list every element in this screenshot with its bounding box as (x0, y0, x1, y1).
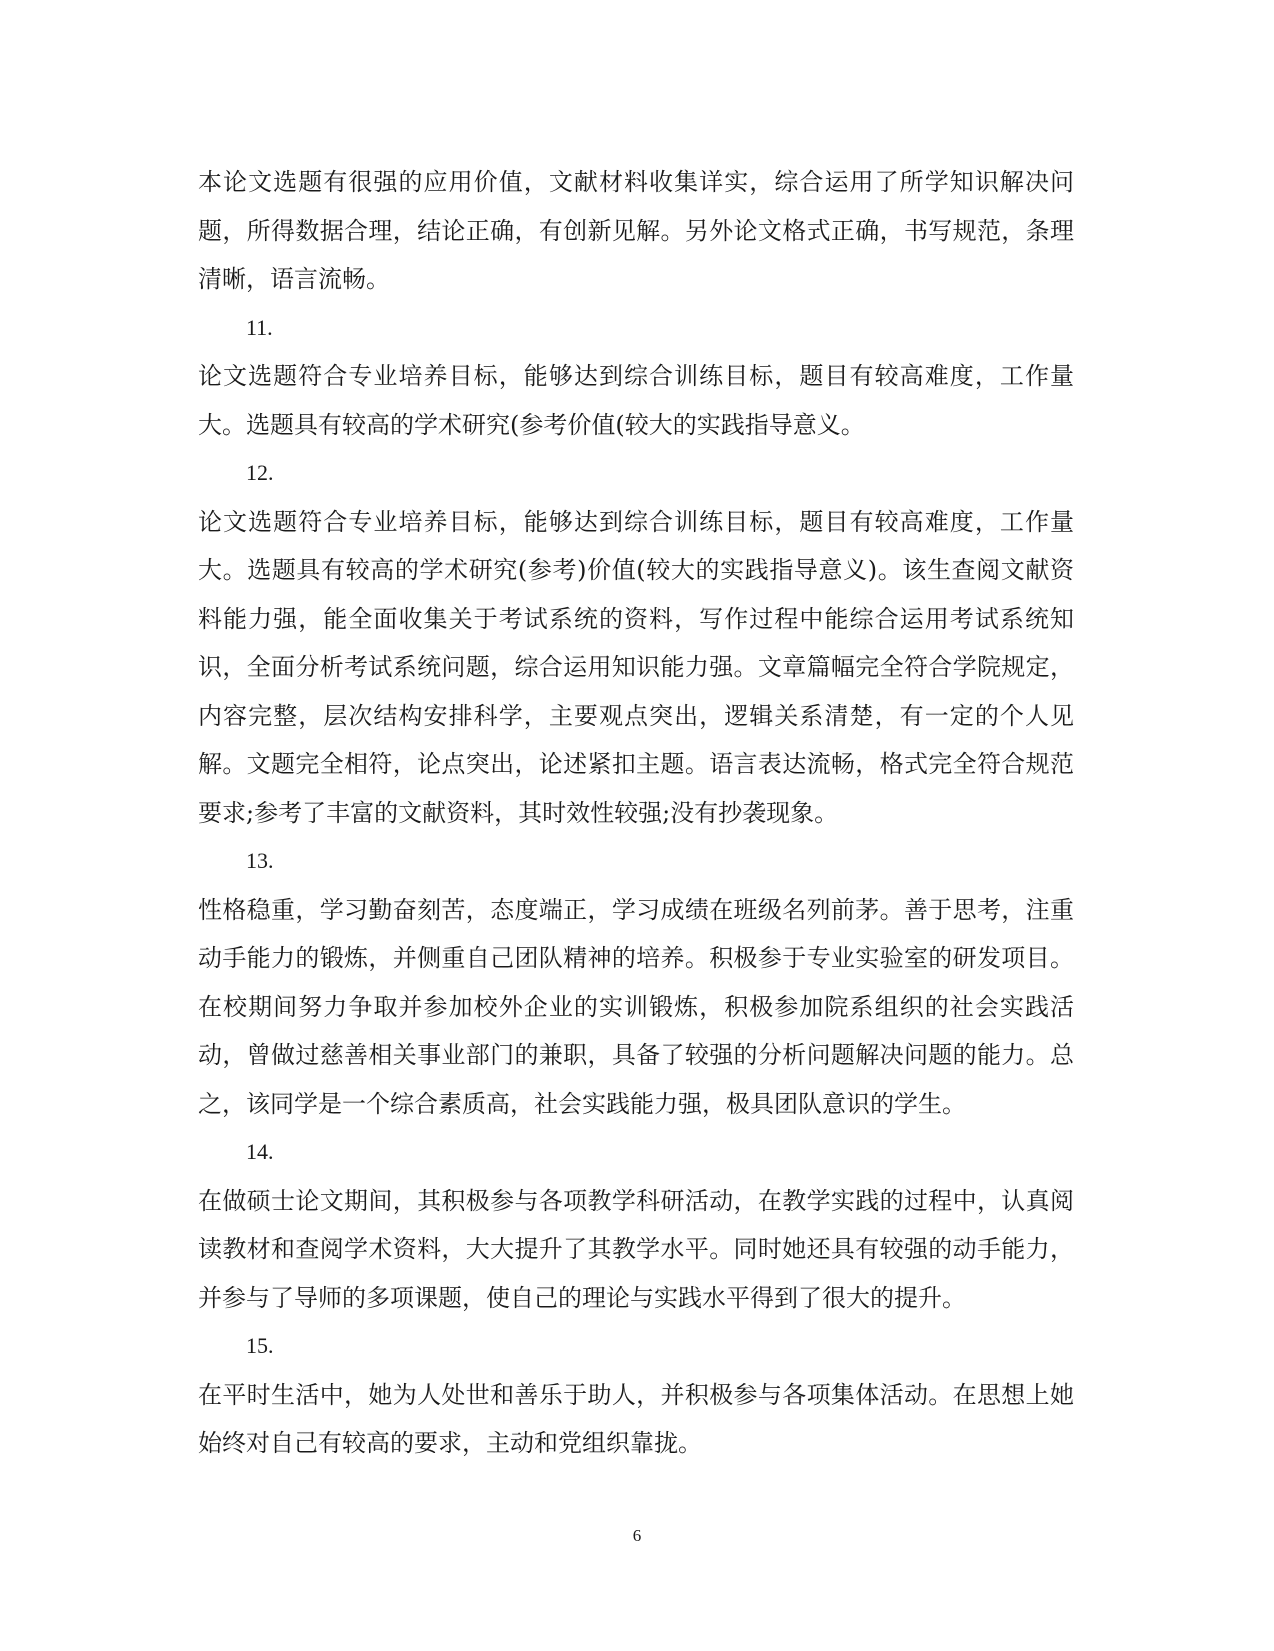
paragraph-comment-12: 论文选题符合专业培养目标，能够达到综合训练目标，题目有较高难度，工作量大。选题具有较高的学术研究(参考)价值(较大的实践指导意义)。该生查阅文献资料能力强，能全面收集关于考试系统的资料，写作过程中能综合运用考试系统知识，全面分析考试系统问题，综合运用知识能力强。文章篇幅完全符合学院规定，内容完整，层次结构安排科学，主要观点突出，逻辑关系清楚，有一定的个人见解。文题完全相符，论点突出，论述紧扣主题。语言表达流畅，格式完全符合规范要求;参考了丰富的文献资料，其时效性较强;没有抄袭现象。 (198, 507, 1074, 827)
paragraph-comment-14: 在做硕士论文期间，其积极参与各项教学科研活动，在教学实践的过程中，认真阅读教材和查阅学术资料，大大提升了其教学水平。同时她还具有较强的动手能力，并参与了导师的多项课题，使自己的理论与实践水平得到了很大的提升。 (198, 1186, 1074, 1312)
page-number: 6 (632, 1526, 642, 1545)
paragraph-comment-15: 在平时生活中，她为人处世和善乐于助人，并积极参与各项集体活动。在思想上她始终对自己有较高的要求，主动和党组织靠拢。 (198, 1380, 1074, 1457)
paragraph-comment-13: 性格稳重，学习勤奋刻苦，态度端正，学习成绩在班级名列前茅。善于思考，注重动手能力的锻炼，并侧重自己团队精神的培养。积极参于专业实验室的研发项目。在校期间努力争取并参加校外企业的实训锻炼，积极参加院系组织的社会实践活动，曾做过慈善相关事业部门的兼职，具备了较强的分析问题解决问题的能力。总之，该同学是一个综合素质高，社会实践能力强，极具团队意识的学生。 (198, 895, 1074, 1118)
paragraph-comment-11: 论文选题符合专业培养目标，能够达到综合训练目标，题目有较高难度，工作量大。选题具有较高的学术研究(参考价值(较大的实践指导意义。 (198, 362, 1074, 439)
item-number-12: 12. (246, 460, 274, 485)
item-number-13: 13. (246, 848, 274, 873)
item-number-15: 15. (246, 1333, 274, 1358)
paragraph-comment-10: 本论文选题有很强的应用价值，文献材料收集详实，综合运用了所学知识解决问题，所得数据合理，结论正确，有创新见解。另外论文格式正确，书写规范，条理清晰，语言流畅。 (198, 168, 1074, 293)
document-body (198, 158, 1074, 1468)
item-number-11: 11. (246, 314, 273, 340)
item-number-14: 14. (246, 1139, 274, 1164)
